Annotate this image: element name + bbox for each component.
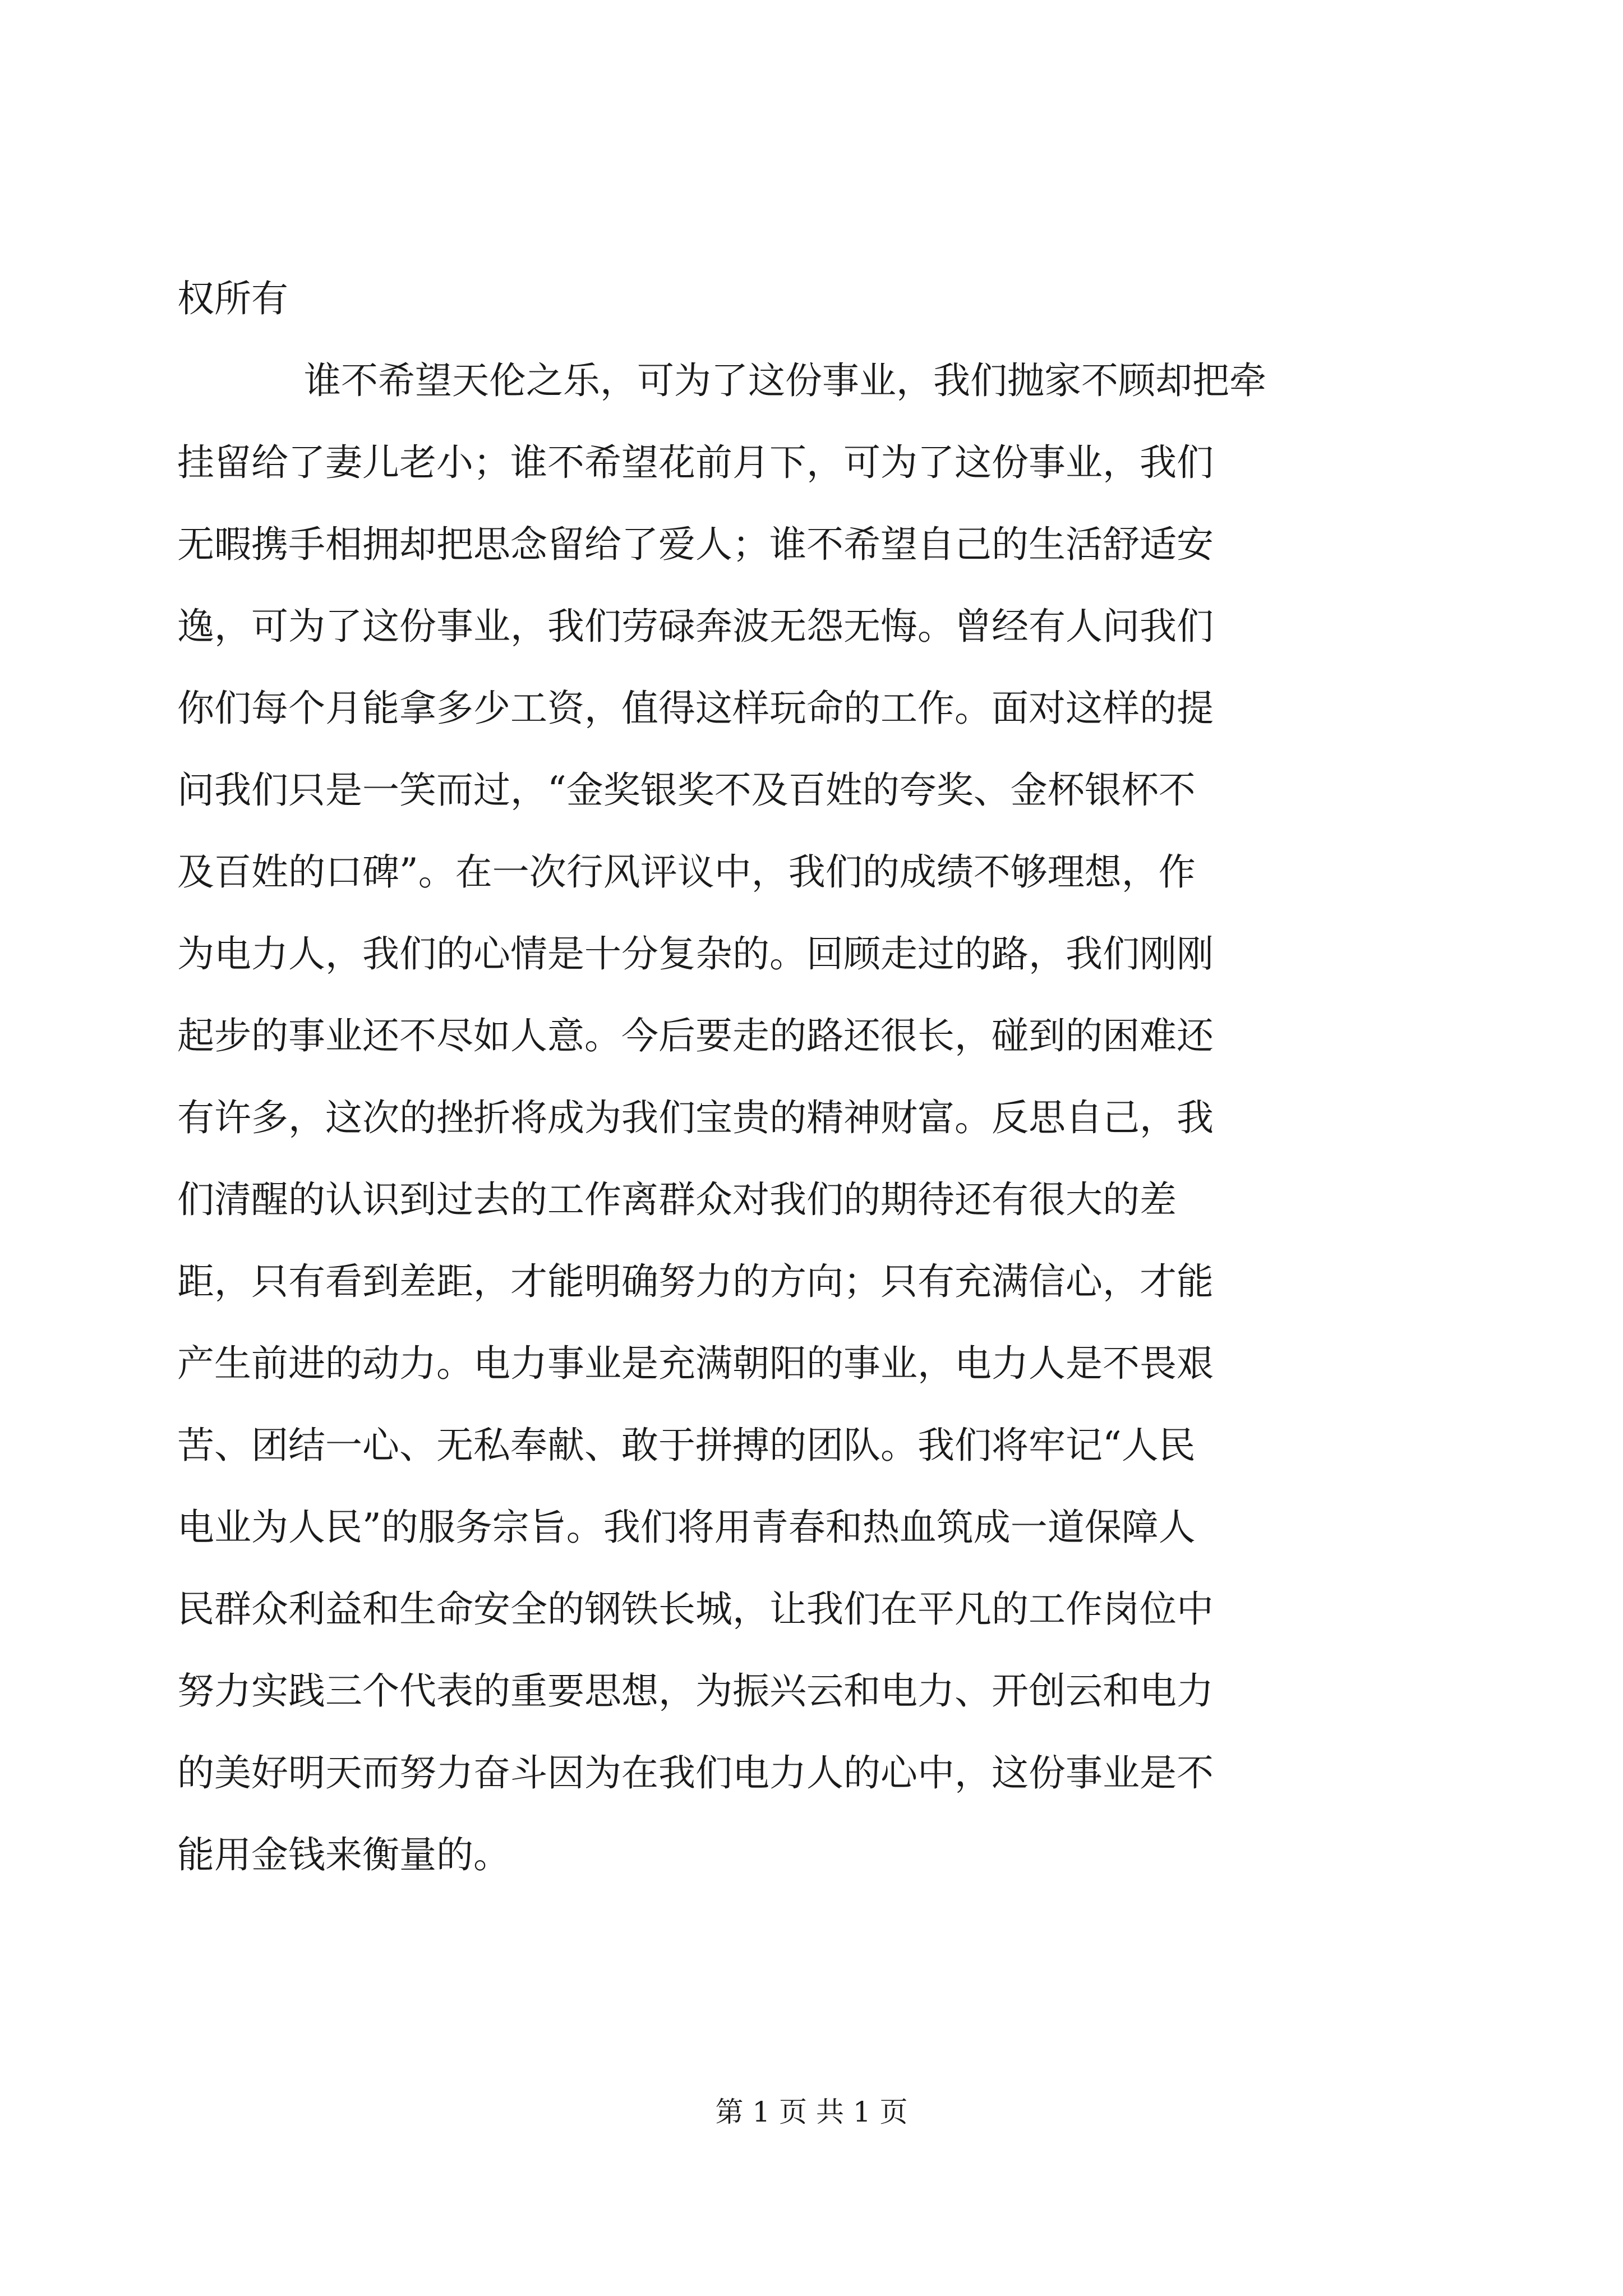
text-line: 你们每个月能拿多少工资，值得这样玩命的工作。面对这样的提: [177, 687, 1214, 730]
text-line: 苦、团结一心、无私奉献、敢于拼搏的团队。我们将牢记“人民: [177, 1424, 1196, 1467]
text-line: 无暇携手相拥却把思念留给了爱人；谁不希望自己的生活舒适安: [177, 523, 1214, 566]
body-text: [177, 258, 1450, 1896]
text-line: 的美好明天而努力奋斗因为在我们电力人的心中，这份事业是不: [177, 1751, 1214, 1795]
page-number-footer: 第 1 页 共 1 页: [715, 2096, 908, 2128]
text-line: 们清醒的认识到过去的工作离群众对我们的期待还有很大的差: [177, 1178, 1177, 1221]
text-line: 及百姓的口碑”。在一次行风评议中，我们的成绩不够理想，作: [177, 850, 1196, 894]
paragraph-first-line: 谁不希望天伦之乐，可为了这份事业，我们抛家不顾却把牵: [304, 359, 1266, 402]
text-line: 努力实践三个代表的重要思想，为振兴云和电力、开创云和电力: [177, 1669, 1214, 1713]
text-line: 问我们只是一笑而过，“金奖银奖不及百姓的夸奖、金杯银杯不: [177, 769, 1196, 812]
text-line: 为电力人，我们的心情是十分复杂的。回顾走过的路，我们刚刚: [177, 932, 1214, 976]
text-line: 产生前进的动力。电力事业是充满朝阳的事业，电力人是不畏艰: [177, 1342, 1214, 1385]
text-line: 逸，可为了这份事业，我们劳碌奔波无怨无悔。曾经有人问我们: [177, 605, 1214, 648]
text-line: 民群众利益和生命安全的钢铁长城，让我们在平凡的工作岗位中: [177, 1588, 1214, 1631]
text-line: 电业为人民”的服务宗旨。我们将用青春和热血筑成一道保障人: [177, 1506, 1196, 1549]
text-line: 有许多，这次的挫折将成为我们宝贵的精神财富。反思自己，我: [177, 1096, 1214, 1139]
text-line: 权所有: [177, 277, 288, 320]
text-line: 挂留给了妻儿老小；谁不希望花前月下，可为了这份事业，我们: [177, 441, 1214, 484]
text-line: 起步的事业还不尽如人意。今后要走的路还很长，碰到的困难还: [177, 1014, 1214, 1057]
text-line: 能用金钱来衡量的。: [177, 1833, 510, 1876]
text-line: 距，只有看到差距，才能明确努力的方向；只有充满信心，才能: [177, 1260, 1214, 1303]
